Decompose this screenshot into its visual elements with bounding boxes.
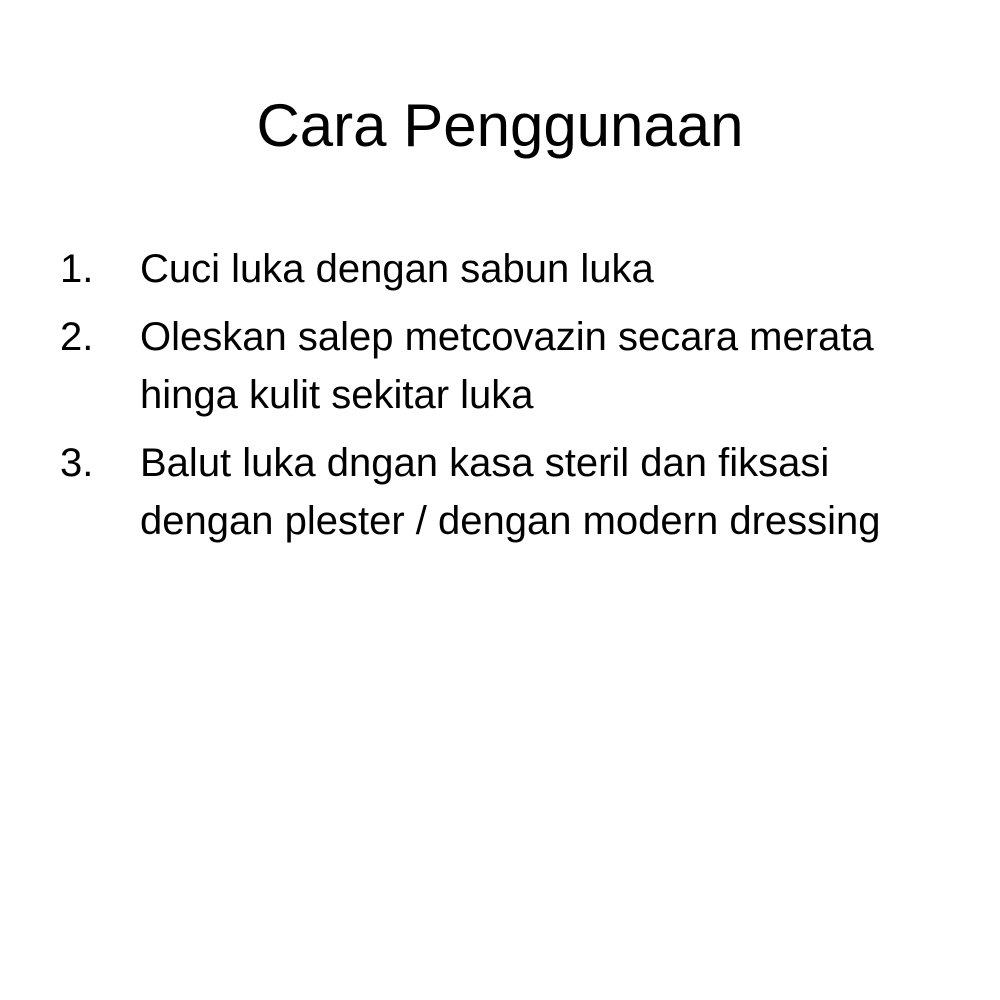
step-text: Balut luka dngan kasa steril dan fiksasi dengan plester / dengan modern dressing	[140, 441, 881, 543]
step-text: Cuci luka dengan sabun luka	[140, 247, 654, 291]
step-text: Oleskan salep metcovazin secara merata hinga kulit sekitar luka	[140, 315, 874, 417]
slide-title: Cara Penggunaan	[256, 92, 744, 159]
step-number: 2.	[60, 315, 94, 359]
list-item	[60, 308, 960, 424]
list-item	[60, 240, 960, 298]
list-item	[60, 434, 960, 550]
step-number: 1.	[60, 247, 94, 291]
steps-list	[60, 240, 960, 560]
step-number: 3.	[60, 441, 94, 485]
